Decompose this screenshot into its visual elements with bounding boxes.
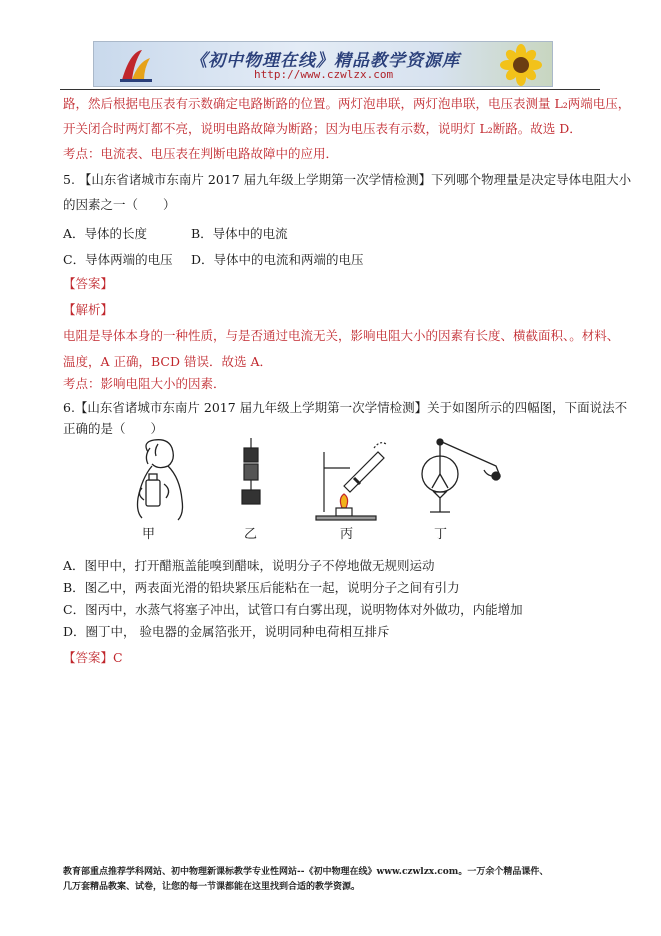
q5-analysis-line-2: 温度，A 正确，BCD 错误．故选 A． — [63, 354, 272, 369]
header-rule — [60, 89, 600, 90]
q5-analysis-line-1: 电阻是导体本身的一种性质，与是否通过电流无关，影响电阻大小的因素有长度、横截面积、。材料、 — [63, 328, 620, 343]
q5-kaodian: 考点：影响电阻大小的因素． — [63, 376, 226, 391]
banner-url[interactable]: http://www.czwlzx.com — [254, 68, 394, 81]
q5-analysis-tag: 【解析】 — [63, 302, 114, 317]
q6-option-c: C．图丙中，水蒸气将塞子冲出，试管口有白雾出现，说明物体对外做功，内能增加 — [63, 602, 523, 617]
figure-label-jia: 甲 — [142, 527, 156, 542]
footer-line-2: 几万套精品教案、试卷，让您的每一节课都能在这里找到合适的教学资源。 — [63, 882, 361, 892]
q5-option-b: B．导体中的电流 — [191, 226, 288, 241]
footer-line-1: 教育部重点推荐学科网站、初中物理新课标教学专业性网站--《初中物理在线》www.czwlzx.com。一万余个精品课件、 — [63, 867, 549, 877]
q6-stem-line-2: 正确的是（ ） — [63, 421, 164, 436]
banner-title: 《初中物理在线》精品教学资源库 — [190, 51, 460, 71]
figure-bing-test-tube-icon — [316, 443, 386, 520]
q5-option-c: C．导体两端的电压 — [63, 252, 173, 267]
q6-option-b: B．图乙中，两表面光滑的铅块紧压后能粘在一起，说明分子之间有引力 — [63, 580, 460, 595]
figure-ding-electroscope-icon — [422, 439, 500, 512]
q6-option-a: A．图甲中，打开醋瓶盖能嗅到醋味，说明分子不停地做无规则运动 — [63, 558, 435, 573]
figure-label-bing: 丙 — [340, 527, 354, 542]
figure-label-ding: 丁 — [434, 527, 448, 542]
sunflower-icon — [496, 44, 546, 86]
prev-kaodian: 考点：电流表、电压表在判断电路故障中的应用． — [63, 146, 339, 161]
q6-stem-line-1: 6.【山东省诸城市东南片 2017 届九年级上学期第一次学情检测】关于如图所示的四幅图，下面说法不 — [63, 400, 628, 415]
q5-option-d: D．导体中的电流和两端的电压 — [191, 252, 364, 267]
q5-stem-line-1: 5. 【山东省诸城市东南片 2017 届九年级上学期第一次学情检测】下列哪个物理量是决定导体电阻大小 — [63, 172, 632, 187]
figure-jia-person-icon — [138, 440, 183, 520]
figure-label-yi: 乙 — [244, 527, 258, 542]
q6-option-d: D．圈丁中， 验电器的金属箔张开，说明同种电荷相互排斥 — [63, 624, 390, 639]
figure-yi-lead-blocks-icon — [242, 438, 260, 504]
q6-answer: 【答案】C — [63, 650, 123, 665]
site-logo-icon — [116, 46, 156, 84]
q5-option-a: A．导体的长度 — [63, 226, 148, 241]
q5-stem-line-2: 的因素之一（ ） — [63, 197, 176, 212]
q6-figures — [128, 438, 528, 542]
prev-analysis-line-2: 开关闭合时两灯都不亮，说明电路故障为断路；因为电压表有示数，说明灯 L₂断路。故选 D． — [63, 121, 582, 136]
header-banner — [93, 41, 553, 87]
q5-answer-tag: 【答案】 — [63, 276, 114, 291]
prev-analysis-line-1: 路，然后根据电压表有示数确定电路断路的位置。两灯泡串联，两灯泡串联，电压表测量 L₂两端电压， — [63, 96, 631, 111]
